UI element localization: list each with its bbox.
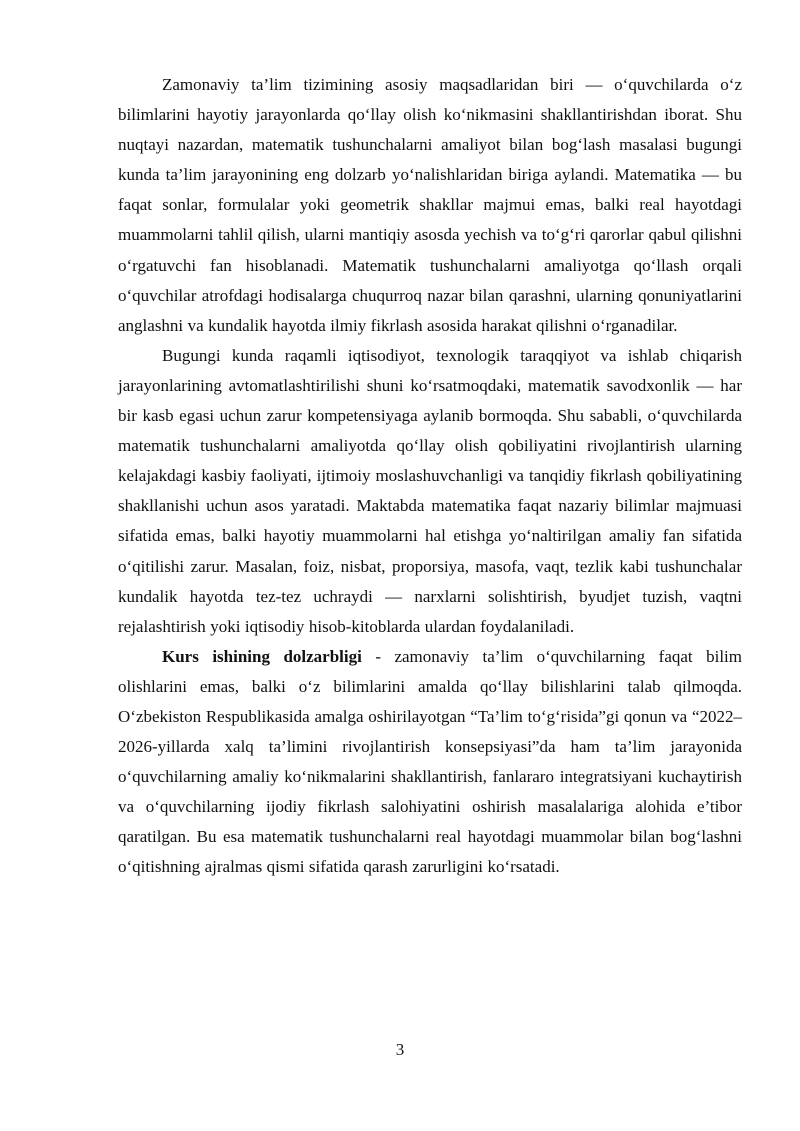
paragraph-intro-text: Zamonaviy ta’lim tizimining asosiy maqsadlaridan biri — o‘quvchilarda o‘z bilimlarini hayotiy jarayonlarda qo‘llay olish ko‘nikmasini shakllantirishdan iborat. Shu nuqtayi nazardan, matematik tushunchalarni amaliyot bilan bog‘lash masalasi bugungi kunda ta’lim jarayonining eng dolzarb yo‘nalishlaridan biriga aylandi. Matematika — bu faqat sonlar, formulalar yoki geometrik shakllar majmui emas, balki real hayotdagi muammolarni tahlil qilish, ularni mantiqiy asosda yechish va to‘g‘ri qarorlar qabul qilishni o‘rgatuvchi fan hisoblanadi. Matematik tushunchalarni amaliyotga qo‘llash orqali o‘quvchilar atrofdagi hodisalarga chuqurroq nazar bilan qarashni, ularning qonuniyatlarini anglashni va kundalik hayotda ilmiy fikrlash asosida harakat qilishni o‘rganadilar. [118, 75, 742, 335]
paragraph-digital-economy [118, 341, 742, 642]
paragraph-intro [118, 70, 742, 341]
paragraph-digital-economy-text: Bugungi kunda raqamli iqtisodiyot, texnologik taraqqiyot va ishlab chiqarish jarayonlarining avtomatlashtirilishi shuni ko‘rsatmoqdaki, matematik savodxonlik — har bir kasb egasi uchun zarur kompetensiyaga aylanib bormoqda. Shu sababli, o‘quvchilarda matematik tushunchalarni amaliyotda qo‘llay olish qobiliyatini rivojlantirish ularning kelajakdagi kasbiy faoliyati, ijtimoiy moslashuvchanligi va tanqidiy fikrlash qobiliyatining shakllanishi uchun asos yaratadi. Maktabda matematika faqat nazariy bilimlar majmuasi sifatida emas, balki hayotiy muammolarni hal etishga yo‘naltirilgan amaliy fan sifatida o‘qitilishi zarur. Masalan, foiz, nisbat, proporsiya, masofa, vaqt, tezlik kabi tushunchalar kundalik hayotda tez-tez uchraydi — narxlarni solishtirish, byudjet tuzish, vaqtni rejalashtirish yoki iqtisodiy hisob-kitoblarda ulardan foydalaniladi. [118, 345, 742, 636]
document-body [118, 70, 742, 883]
relevance-heading: Kurs ishining dolzarbligi [162, 646, 362, 666]
paragraph-relevance-text: - zamonaviy ta’lim o‘quvchilarning faqat bilim olishlarini emas, balki o‘z bilimlarini amalda qo‘llay bilishlarini talab qilmoqda. O‘zbekiston Respublikasida amalga oshirilayotgan “Ta’lim to‘g‘risida”gi qonun va “2022–2026-yillarda xalq ta’limini rivojlantirish konsepsiyasi”da ham ta’lim jarayonida o‘quvchilarning amaliy ko‘nikmalarini shakllantirish, fanlararo integratsiyani kuchaytirish va o‘quvchilarning ijodiy fikrlash salohiyatini oshirish masalalariga alohida e’tibor qaratilgan. Bu esa matematik tushunchalarni real hayotdagi muammolar bilan bog‘lashni o‘qitishning ajralmas qismi sifatida qarash zarurligini ko‘rsatadi. [118, 646, 743, 877]
page-number: 3 [395, 1040, 405, 1059]
paragraph-relevance [118, 642, 742, 883]
